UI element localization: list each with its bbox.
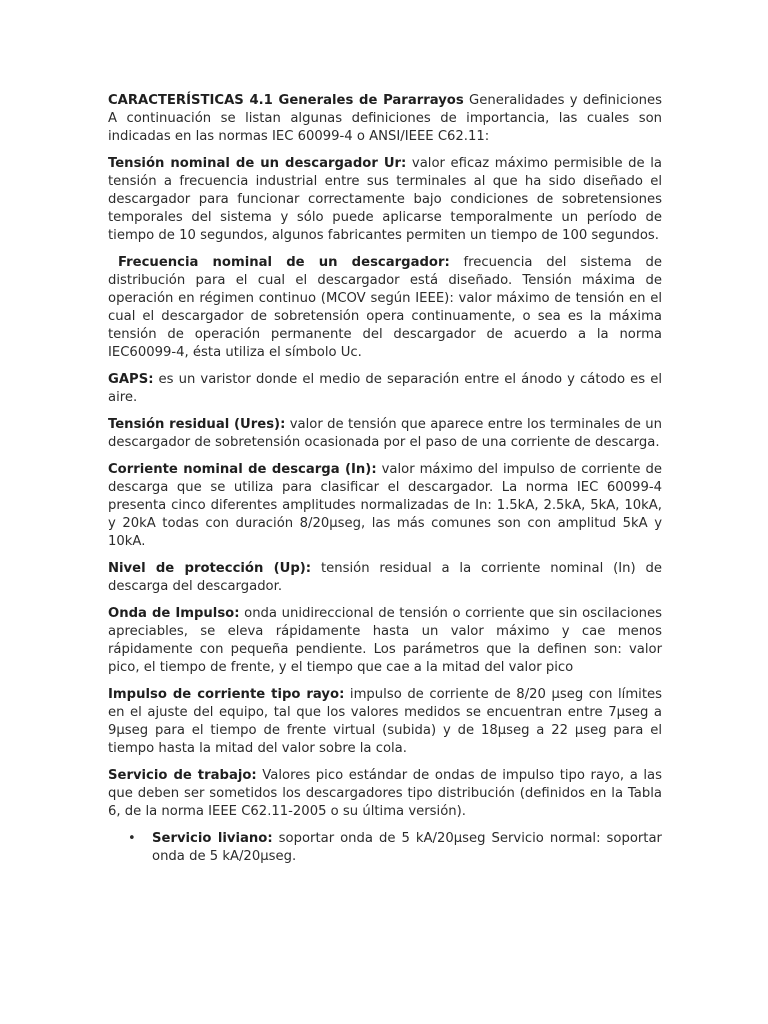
paragraph-gaps <box>108 371 662 407</box>
term-tension-residual: Tensión residual (Ures): <box>108 417 286 432</box>
list-item-servicio-liviano <box>108 830 662 866</box>
term-gaps: GAPS: <box>108 372 154 387</box>
definition-servicio-trabajo: Valores pico estándar de ondas de impulso tipo rayo, a las que deben ser sometidos los descargadores tipo distribución (definidos en la Tabla 6, de la norma IEEE C62.11-2005 o su última versión). <box>108 768 662 819</box>
term-corriente-nominal: Corriente nominal de descarga (In): <box>108 462 377 477</box>
definition-servicio-liviano: soportar onda de 5 kA/20µseg Servicio normal: soportar onda de 5 kA/20µseg. <box>152 831 662 864</box>
paragraph-caracteristicas <box>108 92 662 146</box>
paragraph-tension-nominal <box>108 155 662 245</box>
definition-caracteristicas: Generalidades y definiciones A continuación se listan algunas definiciones de importancia, las cuales son indicadas en las normas IEC 60099-4 o ANSI/IEEE C62.11: <box>108 93 662 144</box>
term-servicio-trabajo: Servicio de trabajo: <box>108 768 257 783</box>
definition-corriente-nominal: valor máximo del impulso de corriente de descarga que se utiliza para clasificar el descargador. La norma IEC 60099-4 presenta cinco diferentes amplitudes normalizadas de In: 1.5kA, 2.5kA, 5kA, 10kA, y 20kA todas con duración 8/20µseg, las más comunes son con amplitud 5kA y 10kA. <box>108 462 662 549</box>
definition-onda-impulso: onda unidireccional de tensión o corriente que sin oscilaciones apreciables, se eleva rápidamente hasta un valor máximo y cae menos rápidamente con pequeña pendiente. Los parámetros que la definen son: valor pico, el tiempo de frente, y el tiempo que cae a la mitad del valor pico <box>108 606 662 675</box>
definition-nivel-proteccion: tensión residual a la corriente nominal (In) de descarga del descargador. <box>108 561 662 594</box>
paragraph-tension-residual <box>108 416 662 452</box>
term-frecuencia-nominal: Frecuencia nominal de un descargador: <box>118 255 450 270</box>
definition-tension-residual: valor de tensión que aparece entre los terminales de un descargador de sobretensión ocasionada por el paso de una corriente de descarga. <box>108 417 662 450</box>
definition-frecuencia-nominal: frecuencia del sistema de distribución para el cual el descargador está diseñado. Tensión máxima de operación en régimen continuo (MCOV según IEEE): valor máximo de tensión en el cual el descargador de sobretensión opera continuamente, o sea es la máxima tensión de operación permanente del descargador de acuerdo a la norma IEC60099-4, ésta utiliza el símbolo Uc. <box>108 255 663 360</box>
term-caracteristicas: CARACTERÍSTICAS 4.1 Generales de Pararrayos <box>108 93 464 108</box>
term-servicio-liviano: Servicio liviano: <box>152 831 273 846</box>
paragraph-nivel-proteccion <box>108 560 662 596</box>
term-onda-impulso: Onda de Impulso: <box>108 606 240 621</box>
term-tension-nominal: Tensión nominal de un descargador Ur: <box>108 156 407 171</box>
bullet-icon: • <box>128 831 136 846</box>
definition-impulso-rayo: impulso de corriente de 8/20 µseg con límites en el ajuste del equipo, tal que los valores medidos se encuentran entre 7µseg a 9µseg para el tiempo de frente virtual (subida) y de 18µseg a 22 µseg para el tiempo hasta la mitad del valor sobre la cola. <box>108 687 663 756</box>
term-impulso-rayo: Impulso de corriente tipo rayo: <box>108 687 345 702</box>
paragraph-onda-impulso <box>108 605 662 677</box>
definition-gaps: es un varistor donde el medio de separación entre el ánodo y cátodo es el aire. <box>108 372 662 405</box>
definition-tension-nominal: valor eficaz máximo permisible de la tensión a frecuencia industrial entre sus terminales al que ha sido diseñado el descargador para funcionar correctamente bajo condiciones de sobretensiones temporales del sistema y sólo puede aplicarse temporalmente un período de tiempo de 10 segundos, algunos fabricantes permiten un tiempo de 100 segundos. <box>108 156 662 243</box>
bullet-list <box>108 830 662 866</box>
document-page <box>108 92 662 866</box>
term-nivel-proteccion: Nivel de protección (Up): <box>108 561 312 576</box>
paragraph-frecuencia-nominal <box>108 254 662 362</box>
paragraph-corriente-nominal <box>108 461 662 551</box>
paragraph-impulso-rayo <box>108 686 662 758</box>
paragraph-servicio-trabajo <box>108 767 662 821</box>
